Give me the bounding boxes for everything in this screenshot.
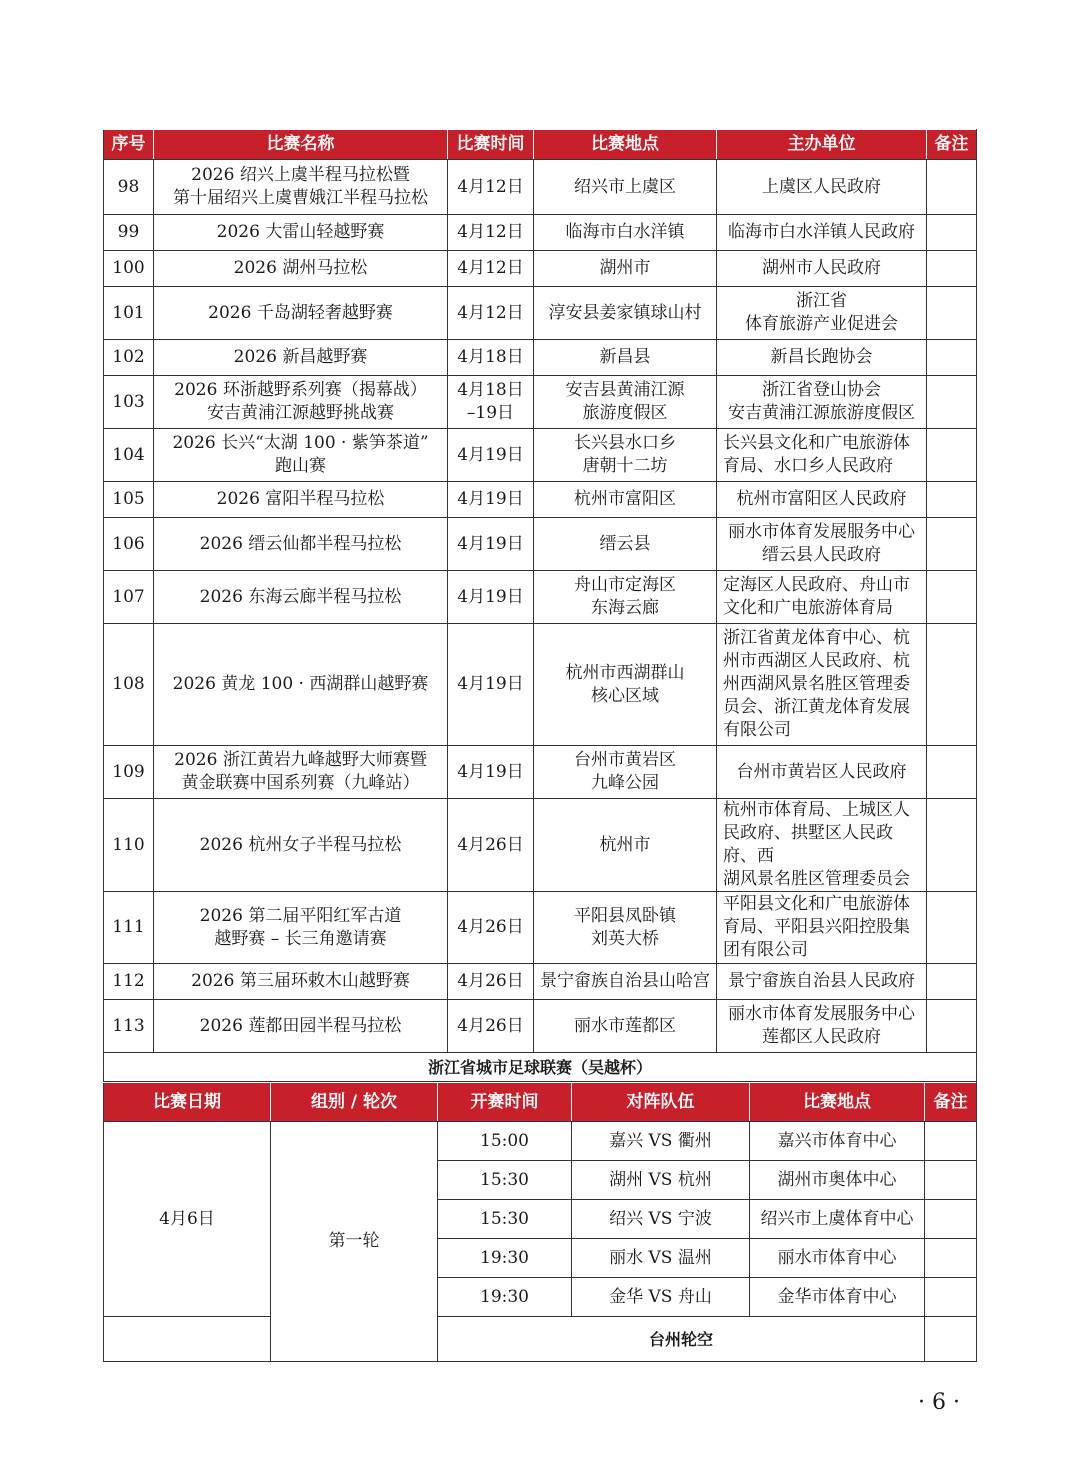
- race-organizer-line: 定海区人民政府、舟山市: [723, 575, 910, 595]
- race-row: [104, 482, 977, 518]
- race-organizer: [717, 376, 927, 429]
- race-date: [448, 482, 534, 518]
- race-place: [534, 429, 717, 482]
- header-cell: 对阵队伍: [572, 1083, 750, 1122]
- race-row: [104, 518, 977, 571]
- race-organizer-line: 缙云县人民政府: [762, 545, 881, 565]
- race-name-line: 2026 第二届平阳红军古道: [199, 905, 402, 926]
- bye-team: 台州轮空: [438, 1317, 925, 1362]
- race-row: [104, 746, 977, 799]
- match-row: [104, 1122, 977, 1161]
- race-note: [927, 518, 977, 571]
- race-name-line: 跑山赛: [275, 456, 326, 476]
- race-note: [927, 482, 977, 518]
- race-organizer-line: 新昌长跑协会: [770, 347, 873, 367]
- race-name: [154, 287, 448, 340]
- race-note: [927, 746, 977, 799]
- race-date: [448, 340, 534, 376]
- race-organizer-line: 团有限公司: [723, 940, 808, 960]
- page-number: · 6 ·: [918, 1390, 960, 1415]
- match-round: 第一轮: [271, 1122, 438, 1362]
- race-place-line: 杭州市: [599, 834, 651, 855]
- header-cell: 比赛时间: [448, 130, 534, 160]
- race-place-line: 核心区域: [591, 685, 659, 706]
- race-number: 107: [104, 571, 154, 624]
- race-name-line: 2026 湖州马拉松: [233, 258, 368, 278]
- race-note: [927, 160, 977, 215]
- football-section-title: 浙江省城市足球联赛（吴越杯）: [104, 1053, 977, 1082]
- race-name: [154, 746, 448, 799]
- race-name-line: 第十届绍兴上虞曹娥江半程马拉松: [173, 188, 428, 208]
- race-note: [927, 1000, 977, 1053]
- race-note: [927, 892, 977, 964]
- race-name-line: 安吉黄浦江源越野挑战赛: [207, 403, 394, 423]
- race-note: [927, 964, 977, 1000]
- header-cell: 组别 / 轮次: [271, 1083, 438, 1122]
- race-place-line: 舟山市定海区: [574, 575, 676, 595]
- match-time: 15:30: [438, 1200, 572, 1239]
- match-venue: 丽水市体育中心: [750, 1239, 925, 1278]
- race-name: [154, 624, 448, 746]
- race-note: [927, 215, 977, 251]
- race-organizer-line: 上虞区人民政府: [762, 176, 881, 197]
- race-number: 101: [104, 287, 154, 340]
- match-time: 15:30: [438, 1161, 572, 1200]
- race-date: [448, 571, 534, 624]
- race-name-line: 2026 新昌越野赛: [233, 347, 368, 367]
- race-note: [927, 340, 977, 376]
- race-date-line: 4月19日: [457, 586, 524, 607]
- race-name: [154, 251, 448, 287]
- race-name: [154, 1000, 448, 1053]
- race-place-line: 丽水市莲都区: [574, 1015, 676, 1036]
- race-number: 103: [104, 376, 154, 429]
- race-place: [534, 376, 717, 429]
- race-place-line: 平阳县凤卧镇: [574, 905, 676, 926]
- race-place: [534, 799, 717, 892]
- race-organizer-line: 丽水市体育发展服务中心: [728, 522, 915, 542]
- race-row: [104, 571, 977, 624]
- race-row: [104, 429, 977, 482]
- race-note: [927, 799, 977, 892]
- header-cell: 开赛时间: [438, 1083, 572, 1122]
- match-time: 19:30: [438, 1239, 572, 1278]
- race-name: [154, 376, 448, 429]
- race-note: [927, 571, 977, 624]
- race-date: [448, 287, 534, 340]
- race-note: [927, 251, 977, 287]
- race-name: [154, 518, 448, 571]
- race-date-line: 4月26日: [457, 917, 524, 937]
- race-table-header: [104, 130, 977, 160]
- race-date-line: –19日: [466, 403, 515, 423]
- header-cell: 备注: [927, 130, 977, 160]
- race-note: [927, 376, 977, 429]
- race-row: [104, 1000, 977, 1053]
- race-place-line: 缙云县: [599, 533, 651, 554]
- race-number: 106: [104, 518, 154, 571]
- race-name: [154, 892, 448, 964]
- race-name: [154, 429, 448, 482]
- race-row: [104, 287, 977, 340]
- bye-row: [104, 1317, 977, 1362]
- race-number: 98: [104, 160, 154, 215]
- race-organizer-line: 体育旅游产业促进会: [745, 314, 898, 334]
- race-date-line: 4月12日: [457, 258, 524, 278]
- race-number: 108: [104, 624, 154, 746]
- race-organizer: [717, 251, 927, 287]
- race-place: [534, 215, 717, 251]
- race-organizer: [717, 429, 927, 482]
- race-organizer: [717, 340, 927, 376]
- race-organizer-line: 安吉黄浦江源旅游度假区: [728, 403, 915, 423]
- match-note: [925, 1122, 977, 1161]
- race-date: [448, 215, 534, 251]
- race-place: [534, 624, 717, 746]
- race-organizer-line: 杭州市体育局、上城区人: [723, 800, 910, 820]
- football-section-row: [104, 1053, 977, 1082]
- match-note: [925, 1278, 977, 1317]
- match-note: [925, 1161, 977, 1200]
- race-organizer-line: 杭州市富阳区人民政府: [736, 489, 907, 509]
- race-organizer-line: 文化和广电旅游体育局: [723, 598, 893, 618]
- race-organizer-line: 长兴县文化和广电旅游体: [723, 433, 910, 453]
- race-place-line: 临海市白水洋镇: [565, 222, 685, 242]
- race-place-line: 东海云廊: [591, 598, 659, 618]
- race-place-line: 安吉县黄浦江源: [565, 380, 685, 400]
- race-table-body: [104, 160, 977, 1053]
- match-teams: 湖州 VS 杭州: [572, 1161, 750, 1200]
- race-organizer-line: 民政府、拱墅区人民政府、西: [723, 823, 893, 866]
- match-date: 4月6日: [104, 1122, 271, 1317]
- match-note: [925, 1200, 977, 1239]
- race-organizer-line: 临海市白水洋镇人民政府: [728, 222, 915, 242]
- race-date: [448, 251, 534, 287]
- race-organizer-line: 台州市黄岩区人民政府: [736, 761, 907, 782]
- race-note: [927, 429, 977, 482]
- race-place-line: 旅游度假区: [582, 403, 668, 423]
- race-number: 104: [104, 429, 154, 482]
- race-row: [104, 251, 977, 287]
- race-organizer-line: 景宁畲族自治县人民政府: [728, 971, 915, 991]
- header-cell: 序号: [104, 130, 154, 160]
- header-cell: 主办单位: [717, 130, 927, 160]
- race-organizer: [717, 215, 927, 251]
- race-schedule-table: [103, 129, 977, 1082]
- race-date-line: 4月18日: [457, 347, 524, 367]
- match-teams: 绍兴 VS 宁波: [572, 1200, 750, 1239]
- race-row: [104, 624, 977, 746]
- race-organizer: [717, 571, 927, 624]
- race-place: [534, 251, 717, 287]
- race-organizer: [717, 1000, 927, 1053]
- header-cell: 比赛地点: [534, 130, 717, 160]
- race-name: [154, 799, 448, 892]
- race-date: [448, 892, 534, 964]
- race-date-line: 4月12日: [457, 222, 524, 242]
- race-place-line: 刘英大桥: [591, 928, 659, 949]
- race-number: 99: [104, 215, 154, 251]
- race-name-line: 2026 绍兴上虞半程马拉松暨: [191, 165, 410, 185]
- header-cell: 比赛日期: [104, 1083, 271, 1122]
- race-place-line: 杭州市富阳区: [574, 489, 676, 509]
- race-organizer: [717, 482, 927, 518]
- race-place: [534, 892, 717, 964]
- race-number: 102: [104, 340, 154, 376]
- race-organizer: [717, 287, 927, 340]
- header-cell: 备注: [925, 1083, 977, 1122]
- football-schedule-table: [103, 1082, 977, 1362]
- bye-note: [925, 1317, 977, 1362]
- header-cell: 比赛名称: [154, 130, 448, 160]
- race-place-line: 杭州市西湖群山: [565, 662, 685, 683]
- race-place-line: 淳安县姜家镇球山村: [548, 302, 702, 323]
- race-organizer-line: 州西湖风景名胜区管理委: [723, 674, 910, 694]
- race-row: [104, 799, 977, 892]
- race-row: [104, 215, 977, 251]
- race-date-line: 4月19日: [457, 444, 524, 465]
- match-teams: 金华 VS 舟山: [572, 1278, 750, 1317]
- race-organizer: [717, 964, 927, 1000]
- race-place: [534, 340, 717, 376]
- race-place: [534, 746, 717, 799]
- match-venue: 金华市体育中心: [750, 1278, 925, 1317]
- race-date: [448, 160, 534, 215]
- race-name-line: 2026 大雷山轻越野赛: [216, 222, 385, 242]
- match-teams: 丽水 VS 温州: [572, 1239, 750, 1278]
- race-note: [927, 624, 977, 746]
- race-row: [104, 964, 977, 1000]
- race-organizer-line: 有限公司: [723, 720, 791, 740]
- race-organizer-line: 湖州市人民政府: [762, 258, 881, 278]
- race-organizer: [717, 799, 927, 892]
- race-name-line: 2026 千岛湖轻奢越野赛: [208, 302, 393, 323]
- race-organizer-line: 浙江省: [796, 291, 847, 311]
- race-date: [448, 624, 534, 746]
- race-place-line: 台州市黄岩区: [574, 750, 676, 770]
- race-name-line: 2026 浙江黄岩九峰越野大师赛暨: [174, 750, 427, 770]
- race-organizer-line: 丽水市体育发展服务中心: [728, 1004, 915, 1024]
- race-organizer-line: 湖风景名胜区管理委员会: [723, 869, 910, 889]
- race-name: [154, 571, 448, 624]
- race-date: [448, 746, 534, 799]
- race-date: [448, 1000, 534, 1053]
- race-number: 112: [104, 964, 154, 1000]
- race-name-line: 2026 富阳半程马拉松: [216, 489, 385, 509]
- race-name: [154, 215, 448, 251]
- race-organizer-line: 浙江省黄龙体育中心、杭: [723, 628, 910, 648]
- race-row: [104, 892, 977, 964]
- race-place: [534, 964, 717, 1000]
- bye-date-cell: [104, 1317, 271, 1362]
- race-place: [534, 571, 717, 624]
- race-organizer: [717, 160, 927, 215]
- race-date-line: 4月26日: [457, 971, 524, 991]
- race-date-line: 4月19日: [457, 533, 524, 554]
- match-teams: 嘉兴 VS 衢州: [572, 1122, 750, 1161]
- race-name: [154, 964, 448, 1000]
- race-organizer-line: 莲都区人民政府: [762, 1027, 881, 1047]
- race-number: 111: [104, 892, 154, 964]
- race-number: 109: [104, 746, 154, 799]
- race-name-line: 黄金联赛中国系列赛（九峰站）: [181, 773, 420, 793]
- race-number: 105: [104, 482, 154, 518]
- race-date-line: 4月12日: [457, 302, 524, 323]
- race-place: [534, 160, 717, 215]
- race-organizer: [717, 518, 927, 571]
- race-date: [448, 964, 534, 1000]
- race-name-line: 2026 缙云仙都半程马拉松: [199, 533, 402, 554]
- match-note: [925, 1239, 977, 1278]
- race-date: [448, 518, 534, 571]
- race-date-line: 4月19日: [457, 489, 524, 509]
- race-date: [448, 376, 534, 429]
- race-date: [448, 429, 534, 482]
- match-venue: 嘉兴市体育中心: [750, 1122, 925, 1161]
- race-organizer: [717, 892, 927, 964]
- race-name-line: 2026 黄龙 100 · 西湖群山越野赛: [172, 674, 429, 694]
- race-organizer-line: 平阳县文化和广电旅游体: [723, 894, 910, 914]
- header-cell: 比赛地点: [750, 1083, 925, 1122]
- race-organizer-line: 州市西湖区人民政府、杭: [723, 651, 910, 671]
- race-organizer: [717, 624, 927, 746]
- race-place-line: 九峰公园: [591, 773, 659, 793]
- race-name-line: 2026 环浙越野系列赛（揭幕战）: [174, 380, 427, 400]
- race-name-line: 越野赛 – 长三角邀请赛: [214, 928, 387, 949]
- race-name: [154, 160, 448, 215]
- race-note: [927, 287, 977, 340]
- race-place-line: 新昌县: [599, 347, 651, 367]
- race-place-line: 长兴县水口乡: [574, 433, 676, 453]
- match-time: 15:00: [438, 1122, 572, 1161]
- race-place-line: 景宁畲族自治县山哈宫: [540, 971, 710, 991]
- race-place: [534, 482, 717, 518]
- race-date-line: 4月26日: [457, 1015, 524, 1036]
- race-row: [104, 376, 977, 429]
- race-organizer-line: 育局、平阳县兴阳控股集: [723, 917, 910, 937]
- race-number: 110: [104, 799, 154, 892]
- race-date-line: 4月26日: [457, 834, 524, 855]
- schedule-tables: [103, 129, 976, 1362]
- race-date-line: 4月19日: [457, 761, 524, 782]
- race-name-line: 2026 莲都田园半程马拉松: [199, 1015, 402, 1036]
- race-place-line: 湖州市: [599, 258, 651, 278]
- football-table-header: [104, 1083, 977, 1122]
- race-organizer-line: 员会、浙江黄龙体育发展: [723, 697, 910, 717]
- match-venue: 湖州市奥体中心: [750, 1161, 925, 1200]
- race-organizer: [717, 746, 927, 799]
- race-name-line: 2026 东海云廊半程马拉松: [199, 586, 402, 607]
- race-place-line: 绍兴市上虞区: [574, 176, 676, 197]
- race-number: 100: [104, 251, 154, 287]
- race-date-line: 4月19日: [457, 674, 524, 694]
- match-time: 19:30: [438, 1278, 572, 1317]
- match-venue: 绍兴市上虞体育中心: [750, 1200, 925, 1239]
- race-name-line: 2026 杭州女子半程马拉松: [199, 834, 402, 855]
- race-row: [104, 340, 977, 376]
- race-number: 113: [104, 1000, 154, 1053]
- race-place: [534, 518, 717, 571]
- race-place: [534, 1000, 717, 1053]
- race-name: [154, 340, 448, 376]
- race-date: [448, 799, 534, 892]
- race-organizer-line: 浙江省登山协会: [762, 380, 881, 400]
- race-place-line: 唐朝十二坊: [582, 456, 668, 476]
- race-name: [154, 482, 448, 518]
- race-name-line: 2026 第三届环敕木山越野赛: [191, 971, 410, 991]
- race-name-line: 2026 长兴“太湖 100 · 紫笋茶道”: [172, 433, 429, 453]
- race-date-line: 4月18日: [457, 380, 524, 400]
- football-table-body: [104, 1122, 977, 1362]
- race-row: [104, 160, 977, 215]
- race-date-line: 4月12日: [457, 176, 524, 197]
- race-organizer-line: 育局、水口乡人民政府: [723, 456, 893, 476]
- race-place: [534, 287, 717, 340]
